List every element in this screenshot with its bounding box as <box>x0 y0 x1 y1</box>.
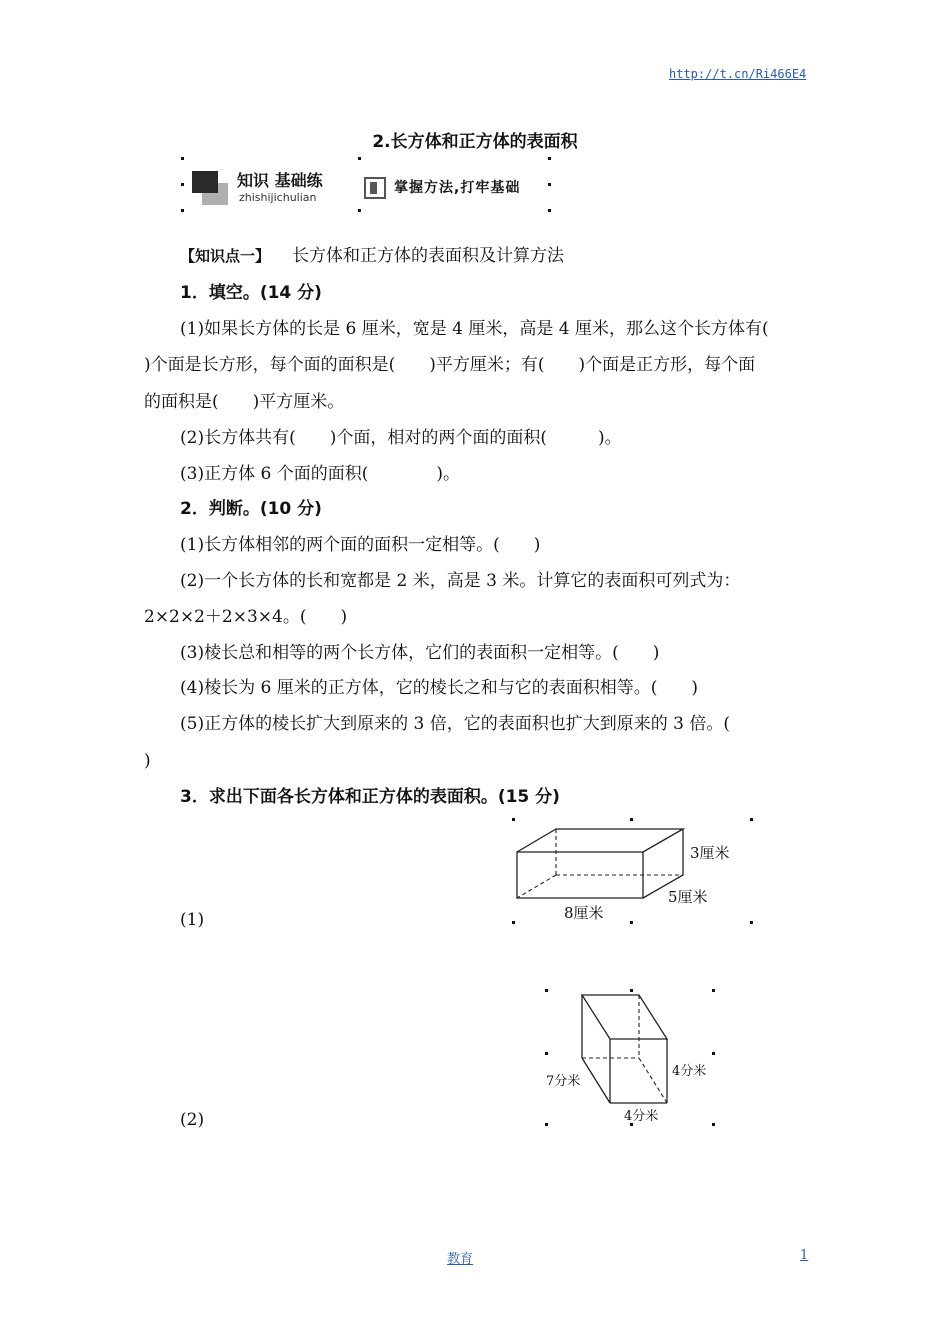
q1-title: 1．填空。(14 分) <box>180 283 322 303</box>
footer-link[interactable]: 教育 <box>447 1252 474 1267</box>
prism-height-label: 7分米 <box>546 1074 581 1089</box>
banner-dot <box>358 209 361 212</box>
q1-line-2: )个面是长方形，每个面的面积是( )平方厘米；有( )个面是正方形，每个面 <box>144 355 756 375</box>
q2-line-4: (3)棱长总和相等的两个长方体，它们的表面积一定相等。( ) <box>180 643 660 663</box>
section-heading <box>180 238 564 274</box>
cuboid-length-label: 8厘米 <box>564 904 604 922</box>
prism-length-label: 4分米 <box>624 1109 659 1124</box>
banner-label: 知识 基础练 <box>237 171 323 190</box>
q2-line-5: (4)棱长为 6 厘米的正方体，它的棱长之和与它的表面积相等。( ) <box>180 678 698 698</box>
section-title: 长方体和正方体的表面积及计算方法 <box>292 246 565 266</box>
section-tag: 【知识点一】 <box>180 247 271 265</box>
banner-box-icon <box>364 177 386 199</box>
banner-dot <box>548 209 551 212</box>
q1-line-1: (1)如果长方体的长是 6 厘米，宽是 4 厘米，高是 4 厘米，那么这个长方体有( <box>180 319 769 339</box>
cuboid-width-label: 5厘米 <box>668 888 708 906</box>
banner-dot <box>181 209 184 212</box>
q1-line-4: (2)长方体共有( )个面，相对的两个面的面积( )。 <box>180 428 622 448</box>
q2-line-2: (2)一个长方体的长和宽都是 2 米，高是 3 米。计算它的表面积可列式为： <box>180 571 741 591</box>
banner-pinyin: zhishijichulian <box>239 191 317 204</box>
cuboid-drawing <box>505 815 760 930</box>
q2-line-6: (5)正方体的棱长扩大到原来的 3 倍，它的表面积也扩大到原来的 3 倍。( <box>180 714 730 734</box>
cuboid-figure <box>505 815 760 930</box>
q2-line-1: (1)长方体相邻的两个面的面积一定相等。( ) <box>180 535 541 555</box>
q2-line-7: ) <box>144 751 151 771</box>
cuboid-height-label: 3厘米 <box>690 844 730 862</box>
banner-dot <box>548 183 551 186</box>
q3-title: 3．求出下面各长方体和正方体的表面积。(15 分) <box>180 787 560 807</box>
q2-line-3: 2×2×2＋2×3×4。( ) <box>144 607 348 627</box>
q3-item-2: (2) <box>180 1110 205 1130</box>
q1-line-3: 的面积是( )平方厘米。 <box>144 392 345 412</box>
banner-slogan: 掌握方法,打牢基础 <box>394 180 521 196</box>
page-number: 1 <box>800 1248 809 1263</box>
banner-dot <box>358 157 361 160</box>
banner-dot <box>181 157 184 160</box>
banner-dot <box>181 183 184 186</box>
header-link[interactable]: http://t.cn/Ri466E4 <box>669 67 807 81</box>
q1-line-5: (3)正方体 6 个面的面积( )。 <box>180 464 460 484</box>
banner-squares-icon <box>190 169 232 207</box>
prism-width-label: 4分米 <box>672 1064 707 1079</box>
page-title: 2.长方体和正方体的表面积 <box>372 132 578 152</box>
q2-title: 2．判断。(10 分) <box>180 499 322 519</box>
q3-item-1: (1) <box>180 910 205 930</box>
banner-dot <box>548 157 551 160</box>
section-banner <box>180 155 555 215</box>
prism-figure <box>540 985 725 1130</box>
